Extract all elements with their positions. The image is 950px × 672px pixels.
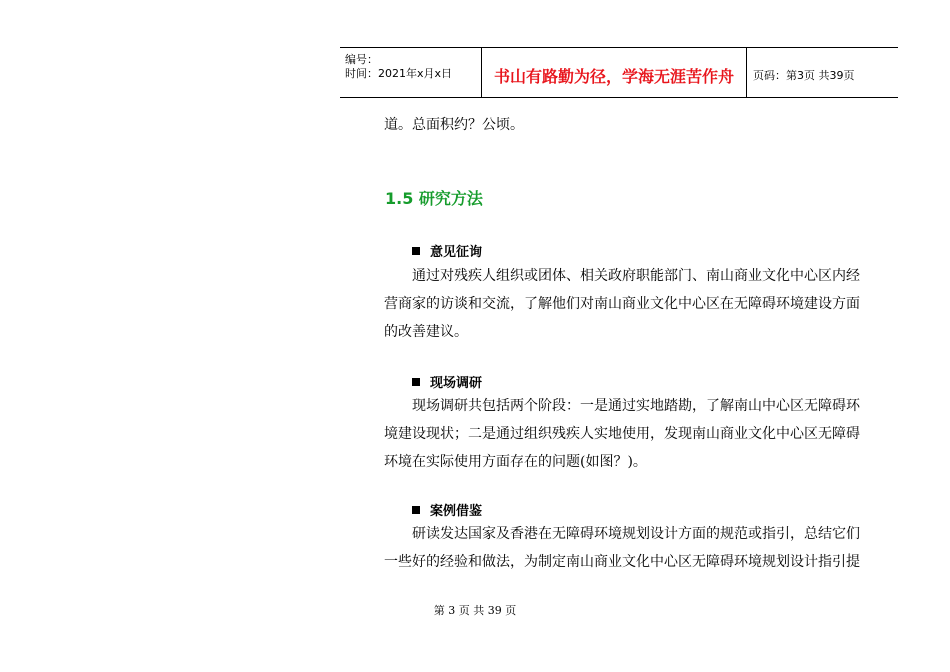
subsection-title: 意见征询 bbox=[430, 245, 483, 260]
page-footer: 第 3 页 共 39 页 bbox=[433, 604, 517, 617]
paragraph-line: 现场调研共包括两个阶段：一是通过实地踏勘，了解南山中心区无障碍环 bbox=[412, 398, 860, 414]
paragraph-line: 营商家的访谈和交流，了解他们对南山商业文化中心区在无障碍环境建设方面 bbox=[384, 296, 860, 312]
subsection-title: 案例借鉴 bbox=[430, 504, 483, 519]
paragraph-line: 通过对残疾人组织或团体、相关政府职能部门、南山商业文化中心区内经 bbox=[412, 268, 860, 284]
intro-line: 道。总面积约？公顷。 bbox=[384, 117, 524, 133]
subsection-paragraph-cases bbox=[384, 520, 864, 576]
subsection-heading-survey bbox=[412, 372, 482, 391]
page-header bbox=[340, 47, 898, 98]
header-motto-cell bbox=[481, 48, 747, 97]
subsection-paragraph-survey bbox=[384, 392, 864, 476]
subsection-heading-cases bbox=[412, 500, 482, 519]
subsection-heading-opinion bbox=[412, 241, 482, 260]
subsection-title: 现场调研 bbox=[430, 376, 483, 391]
document-date-label: 时间：2021年x月x日 bbox=[345, 67, 453, 80]
header-motto: 书山有路勤为径，学海无涯苦作舟 bbox=[493, 67, 734, 86]
section-title: 1.5 研究方法 bbox=[385, 189, 483, 208]
header-page-info: 页码：第3页 共39页 bbox=[753, 69, 855, 82]
square-bullet-icon bbox=[412, 378, 420, 386]
paragraph-line: 环境在实际使用方面存在的问题(如图？)。 bbox=[384, 454, 647, 470]
subsection-paragraph-opinion bbox=[384, 262, 864, 346]
paragraph-line: 一些好的经验和做法，为制定南山商业文化中心区无障碍环境规划设计指引提 bbox=[384, 554, 860, 570]
paragraph-line: 的改善建议。 bbox=[384, 324, 468, 340]
paragraph-line: 境建设现状；二是通过组织残疾人实地使用，发现南山商业文化中心区无障碍 bbox=[384, 426, 860, 442]
header-page-cell bbox=[747, 48, 898, 97]
header-meta-cell bbox=[340, 48, 481, 97]
square-bullet-icon bbox=[412, 247, 420, 255]
document-number-label: 编号： bbox=[345, 53, 378, 66]
paragraph-line: 研读发达国家及香港在无障碍环境规划设计方面的规范或指引，总结它们 bbox=[412, 526, 860, 542]
square-bullet-icon bbox=[412, 506, 420, 514]
